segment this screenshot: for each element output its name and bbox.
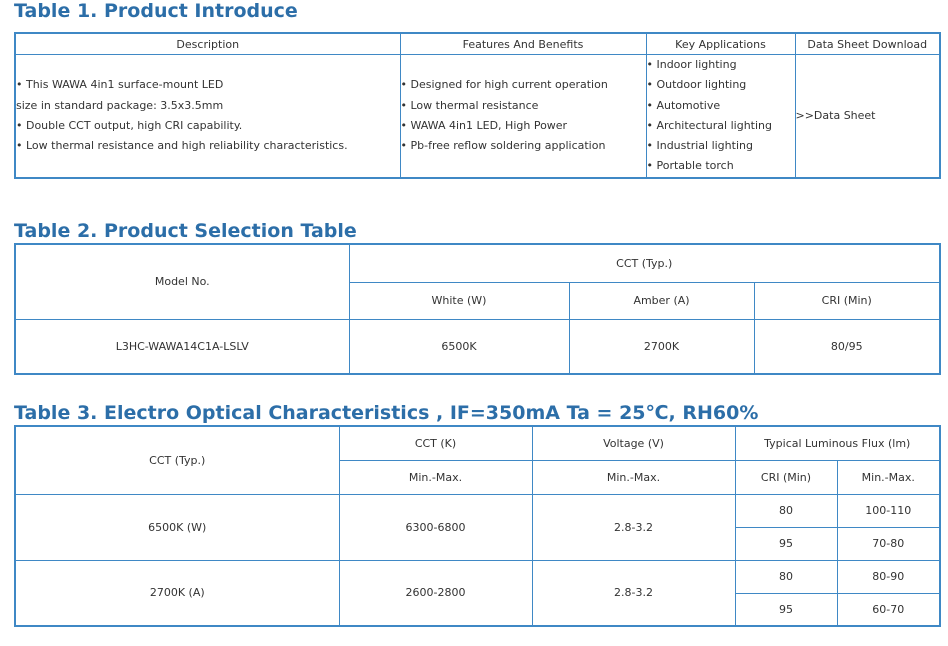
table-row [15, 55, 940, 178]
description-line: • Double CCT output, high CRI capability. [16, 118, 243, 132]
product-introduce-table [14, 32, 941, 179]
white-header: White (W) [349, 282, 569, 319]
flux-minmax-header: Min.-Max. [837, 460, 940, 494]
header-datasheet: Data Sheet Download [795, 33, 940, 55]
table2-title: Table 2. Product Selection Table [14, 220, 357, 242]
cct-typ-value: 2700K (A) [15, 560, 339, 626]
application-item: • Automotive [646, 98, 721, 112]
model-no-header: Model No. [15, 244, 349, 319]
description-line: • Low thermal resistance and high reliability characteristics. [16, 139, 348, 153]
feature-item: • Designed for high current operation [400, 78, 608, 92]
cri-min-header: CRI (Min) [754, 282, 940, 319]
cct-range-value: 6300-6800 [339, 494, 532, 560]
feature-item: • WAWA 4in1 LED, High Power [400, 118, 568, 132]
table-row [15, 560, 940, 593]
header-description: Description [15, 33, 400, 55]
cct-typ-header: CCT (Typ.) [15, 426, 339, 494]
cct-range-value: 2600-2800 [339, 560, 532, 626]
application-item: • Architectural lighting [646, 118, 772, 132]
cct-typ-header: CCT (Typ.) [349, 244, 940, 282]
white-value: 6500K [349, 319, 569, 374]
header-applications: Key Applications [646, 33, 795, 55]
flux-value: 60-70 [837, 593, 940, 626]
cri-min-header: CRI (Min) [735, 460, 837, 494]
features-cell [400, 55, 646, 178]
cri-value: 95 [735, 593, 837, 626]
product-selection-table [14, 243, 941, 375]
cct-k-header: CCT (K) [339, 426, 532, 460]
voltage-value: 2.8-3.2 [532, 560, 735, 626]
datasheet-link[interactable]: >>Data Sheet [795, 109, 876, 123]
table-header-row [15, 244, 940, 282]
cri-value: 80 [735, 494, 837, 527]
application-item: • Outdoor lighting [646, 78, 747, 92]
application-item: • Indoor lighting [646, 58, 737, 71]
table-header-row [15, 33, 940, 55]
applications-cell [646, 55, 795, 178]
flux-value: 80-90 [837, 560, 940, 593]
feature-item: • Low thermal resistance [400, 98, 539, 112]
table1-title: Table 1. Product Introduce [14, 0, 298, 22]
description-line: • This WAWA 4in1 surface-mount LED [16, 78, 224, 92]
voltage-value: 2.8-3.2 [532, 494, 735, 560]
cct-typ-value: 6500K (W) [15, 494, 339, 560]
amber-header: Amber (A) [569, 282, 754, 319]
datasheet-cell [795, 55, 940, 178]
model-value: L3HC-WAWA14C1A-LSLV [15, 319, 349, 374]
cri-value: 80 [735, 560, 837, 593]
application-item: • Industrial lighting [646, 139, 753, 153]
description-cell [15, 55, 400, 178]
table-row [15, 494, 940, 527]
description-line: size in standard package: 3.5x3.5mm [16, 98, 224, 112]
feature-item: • Pb-free reflow soldering application [400, 139, 606, 153]
voltage-header: Voltage (V) [532, 426, 735, 460]
cct-minmax-header: Min.-Max. [339, 460, 532, 494]
amber-value: 2700K [569, 319, 754, 374]
table-header-row [15, 426, 940, 460]
electro-optical-table [14, 425, 941, 627]
luminous-flux-header: Typical Luminous Flux (lm) [735, 426, 940, 460]
voltage-minmax-header: Min.-Max. [532, 460, 735, 494]
cri-value: 80/95 [754, 319, 940, 374]
table-row [15, 319, 940, 374]
flux-value: 70-80 [837, 527, 940, 560]
cri-value: 95 [735, 527, 837, 560]
table3-title: Table 3. Electro Optical Characteristics , IF=350mA Ta = 25℃, RH60% [14, 402, 759, 424]
flux-value: 100-110 [837, 494, 940, 527]
application-item: • Portable torch [646, 159, 734, 173]
header-features: Features And Benefits [400, 33, 646, 55]
